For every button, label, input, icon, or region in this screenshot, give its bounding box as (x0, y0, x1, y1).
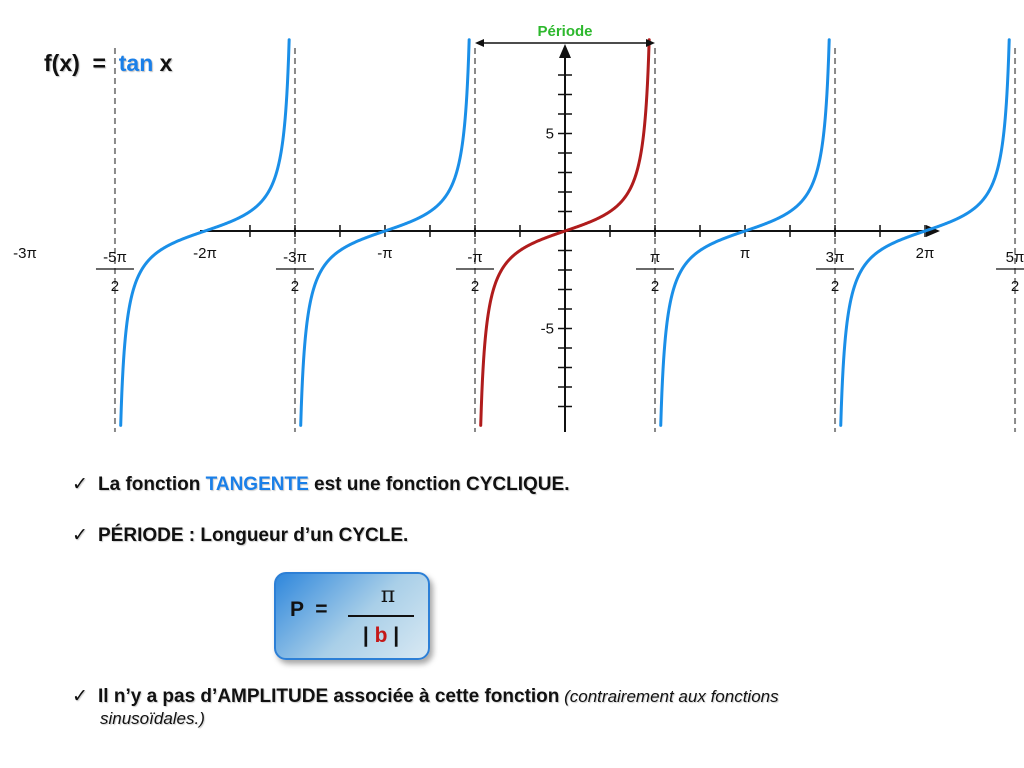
period-formula-box (274, 572, 430, 660)
x-tick-label: 2π (915, 245, 935, 262)
check-icon: ✓ (72, 474, 88, 495)
formula-denominator (348, 624, 414, 648)
x-tick-label-denominator: 2 (470, 278, 480, 295)
x-tick-label-denominator: 2 (650, 278, 660, 295)
formula-lhs: P = (290, 598, 328, 621)
x-tick-label: -3π (13, 245, 37, 262)
formula-den-pre: | (362, 624, 375, 647)
tangent-branch (661, 40, 829, 426)
x-tick-label-denominator: 2 (830, 278, 840, 295)
x-tick-label: -2π (193, 245, 217, 262)
x-tick-label: -π (377, 245, 393, 262)
bullet-3-main: Il n’y a pas d’AMPLITUDE associée à cette fonction (98, 686, 560, 707)
bullet-amplitude (72, 686, 952, 730)
x-tick-label-numerator: 3π (825, 249, 845, 266)
x-tick-label-numerator: -5π (103, 249, 127, 266)
check-icon: ✓ (72, 525, 88, 546)
title-prefix: f(x) = (44, 50, 119, 76)
bullet-1-pre: La fonction (98, 474, 206, 495)
y-tick-label: 5 (545, 125, 554, 143)
tangent-branch (118, 40, 289, 426)
title-function-name: tan (118, 50, 154, 76)
x-tick-label-numerator: π (649, 249, 661, 266)
x-tick-label-denominator: 2 (290, 278, 300, 295)
x-tick-label-numerator: 5π (1005, 249, 1024, 266)
tangent-branch (841, 40, 1009, 426)
bullet-1-post: est une fonction CYCLIQUE. (308, 474, 570, 495)
x-tick-label-denominator: 2 (1010, 278, 1020, 295)
x-tick-label: π (739, 245, 751, 262)
bullet-3-note-1: (contrairement aux fonctions (559, 687, 779, 706)
period-label: Période (537, 23, 593, 40)
bullet-cyclic (72, 473, 569, 496)
tangent-branch (301, 40, 469, 426)
bullet-3-note-2: sinusoïdales.) (100, 709, 205, 728)
bullet-2-text: PÉRIODE : Longueur d’un CYCLE. (98, 525, 409, 546)
formula-b: b (374, 624, 388, 647)
period-arrow-left-icon (475, 39, 484, 47)
bullet-period (72, 524, 408, 547)
formula-numerator: π (380, 583, 396, 608)
y-axis-arrow-icon (559, 44, 571, 58)
title-suffix: x (153, 50, 173, 76)
y-tick-label: -5 (540, 320, 554, 338)
check-icon: ✓ (72, 686, 88, 707)
x-tick-label-denominator: 2 (110, 278, 120, 295)
bullet-1-highlight: TANGENTE (205, 474, 309, 495)
x-tick-label-numerator: -π (467, 249, 483, 266)
formula-den-post: | (387, 624, 400, 647)
x-tick-label-numerator: -3π (283, 249, 307, 266)
formula-fraction-bar (348, 615, 414, 617)
